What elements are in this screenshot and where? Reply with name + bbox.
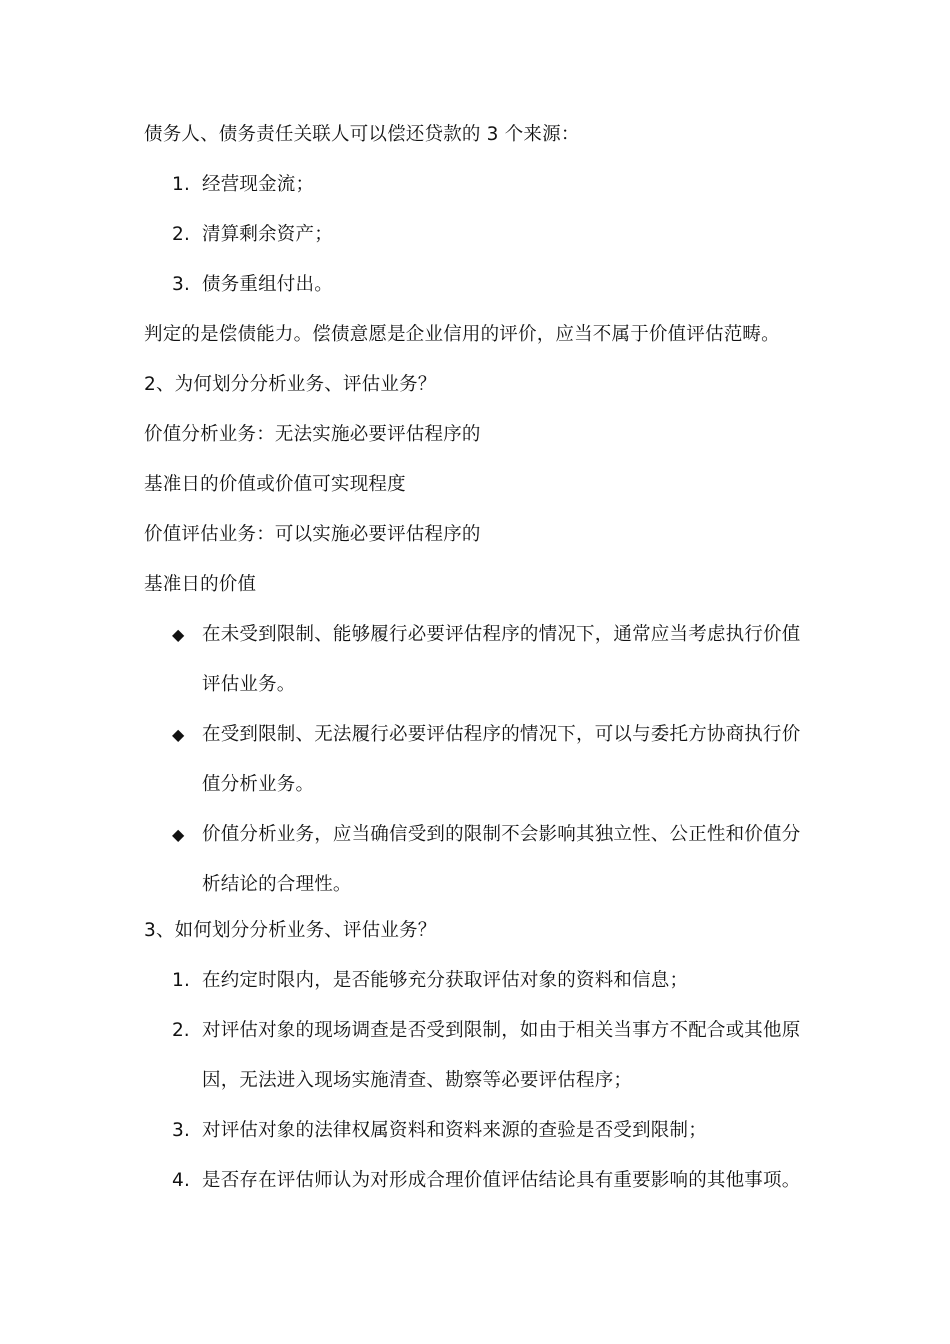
q2-bullet-1	[172, 610, 812, 710]
q2-line-4: 基准日的价值	[144, 574, 257, 595]
list-text: 对评估对象的现场调查是否受到限制，如由于相关当事方不配合或其他原因，无法进入现场实施清查、勘察等必要评估程序；	[202, 1020, 801, 1091]
diamond-bullet-icon: ◆	[172, 725, 185, 744]
list-text: 债务重组付出。	[202, 274, 333, 295]
q3-item-4	[172, 1168, 800, 1194]
list-number: 4.	[172, 1170, 191, 1191]
list-text: 清算剩余资产；	[202, 224, 333, 245]
intro-paragraph: 债务人、债务责任关联人可以偿还贷款的 3 个来源：	[144, 124, 580, 145]
q2-line-2: 基准日的价值或价值可实现程度	[144, 474, 406, 495]
q3-item-1	[172, 968, 688, 994]
list-number: 1.	[172, 970, 191, 991]
q2-line-3: 价值评估业务：可以实施必要评估程序的	[144, 524, 481, 545]
list-text: 是否存在评估师认为对形成合理价值评估结论具有重要影响的其他事项。	[202, 1170, 801, 1191]
diamond-bullet-icon: ◆	[172, 625, 185, 644]
q3-heading: 3、如何划分分析业务、评估业务？	[144, 920, 437, 941]
q2-heading: 2、为何划分分析业务、评估业务？	[144, 374, 437, 395]
list-number: 2.	[172, 1020, 190, 1041]
source-item-1	[172, 172, 314, 198]
list-number: 3.	[172, 1120, 191, 1141]
q3-item-2	[172, 1006, 812, 1106]
diamond-bullet-icon: ◆	[172, 825, 185, 844]
q2-bullet-3	[172, 810, 812, 910]
source-item-3	[172, 272, 333, 298]
q2-line-1: 价值分析业务：无法实施必要评估程序的	[144, 424, 481, 445]
bullet-text: 在受到限制、无法履行必要评估程序的情况下，可以与委托方协商执行价值分析业务。	[202, 724, 801, 795]
judgment-paragraph: 判定的是偿债能力。偿债意愿是企业信用的评价，应当不属于价值评估范畴。	[144, 324, 780, 345]
list-text: 在约定时限内，是否能够充分获取评估对象的资料和信息；	[202, 970, 689, 991]
list-number: 2.	[172, 224, 191, 245]
bullet-text: 在未受到限制、能够履行必要评估程序的情况下，通常应当考虑执行价值评估业务。	[202, 624, 801, 695]
list-number: 3.	[172, 274, 191, 295]
list-text: 经营现金流；	[202, 174, 315, 195]
source-item-2	[172, 222, 333, 248]
list-number: 1.	[172, 174, 191, 195]
bullet-text: 价值分析业务，应当确信受到的限制不会影响其独立性、公正性和价值分析结论的合理性。	[202, 824, 801, 895]
list-text: 对评估对象的法律权属资料和资料来源的查验是否受到限制；	[202, 1120, 707, 1141]
q2-bullet-2	[172, 710, 812, 810]
q3-item-3	[172, 1118, 707, 1144]
